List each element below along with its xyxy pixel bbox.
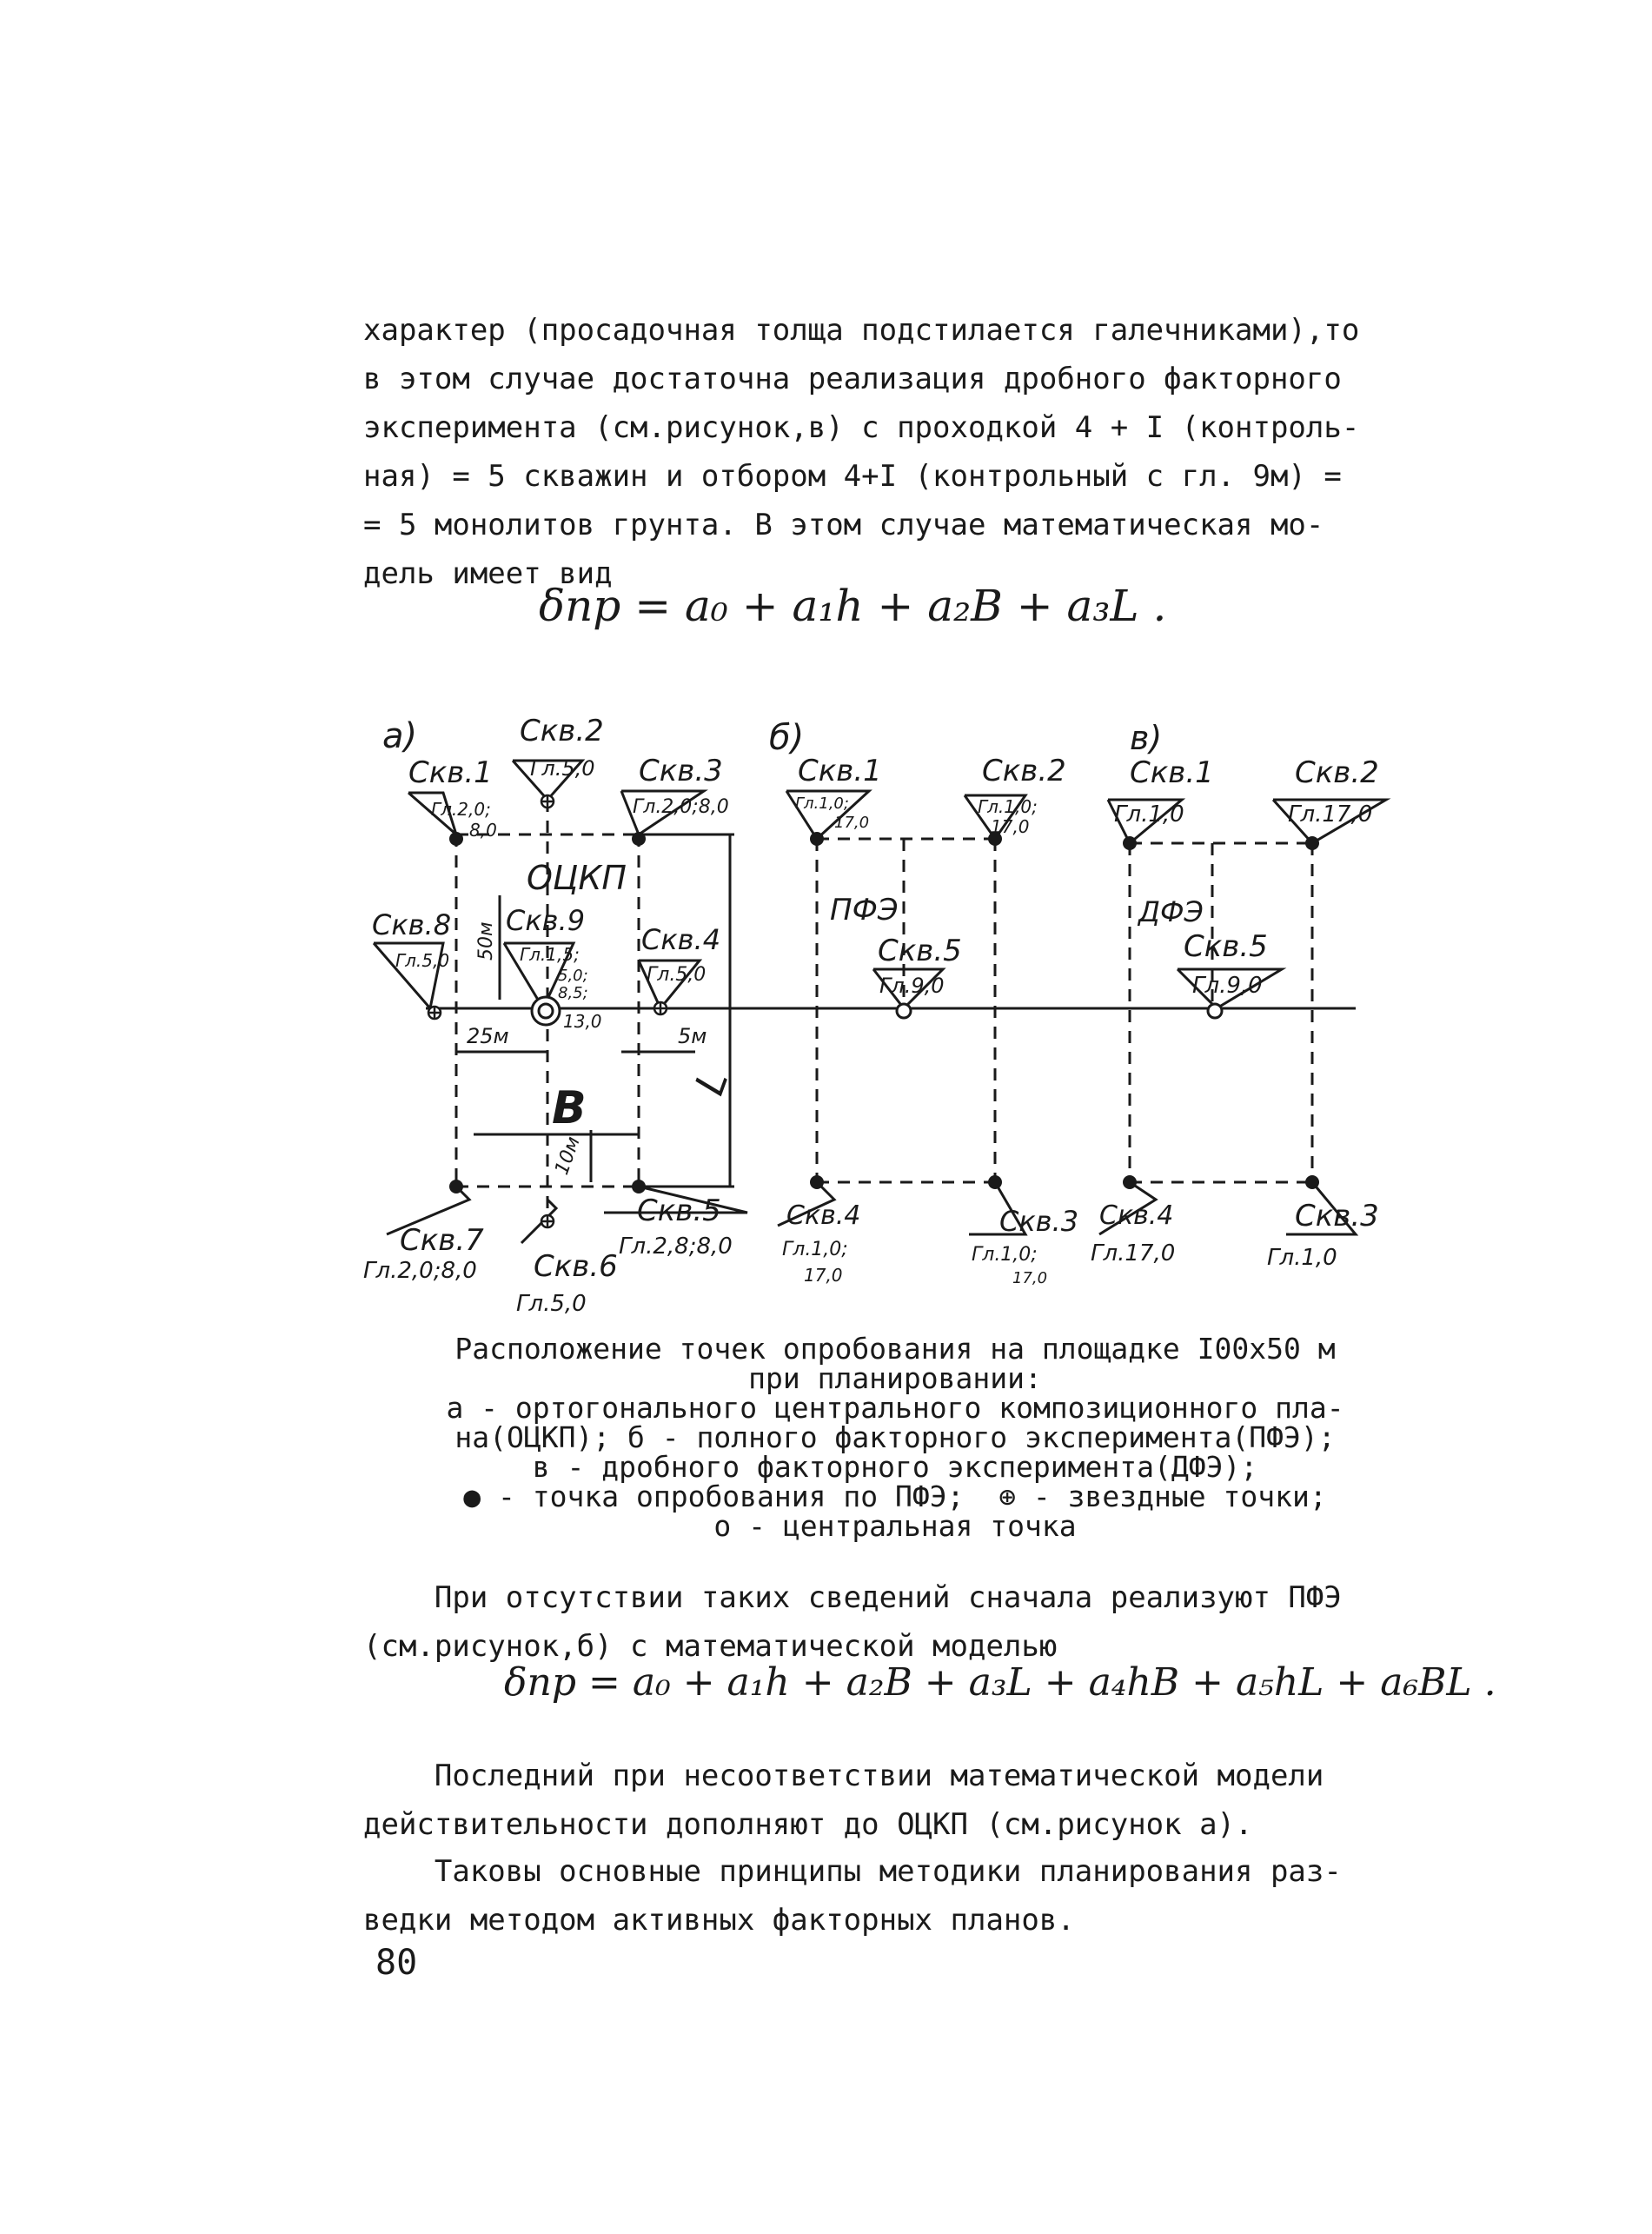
caption-line: а - ортогонального центрального композиционного пла- bbox=[446, 1391, 1344, 1425]
caption-line: Расположение точек опробования на площадке I00x50 м bbox=[454, 1332, 1336, 1366]
formula-interaction-model: δпр = a₀ + a₁h + a₂B + a₃L + a₄hB + a₅hL + a₆BL . bbox=[504, 1660, 1496, 1705]
well-label: Скв.4 bbox=[786, 1200, 861, 1231]
well-depth: Гл.1,0 bbox=[1267, 1245, 1337, 1271]
dim-25m: 25м bbox=[467, 1024, 509, 1048]
text-line: ведки методом активных факторных планов. bbox=[363, 1903, 1075, 1938]
well-label: Скв.2 bbox=[982, 754, 1066, 788]
paragraph-mid bbox=[363, 1573, 1432, 1671]
well-depth: Гл.5,0 bbox=[530, 756, 595, 781]
well-extra: 8,5; bbox=[558, 984, 588, 1002]
caption-line: ● - точка опробования по ПФЭ; ⊕ - звездные точки; bbox=[463, 1479, 1327, 1513]
well-extra: 5,0; bbox=[558, 967, 588, 985]
dim-5m: 5м bbox=[678, 1024, 707, 1048]
text-line: в этом случае достаточна реализация дробного факторного bbox=[363, 362, 1342, 396]
dim-10m: 10м bbox=[551, 1134, 585, 1178]
formula-linear-model: δпр = a₀ + a₁h + a₂B + a₃L . bbox=[539, 581, 1167, 631]
paragraph-bottom-1 bbox=[363, 1752, 1432, 1849]
caption-line: при планировании: bbox=[748, 1361, 1042, 1395]
plan-label-dfe: ДФЭ bbox=[1138, 895, 1204, 928]
well-label: Скв.2 bbox=[1295, 755, 1379, 790]
figure-caption bbox=[382, 1334, 1408, 1541]
well-depth: Гл.2,8;8,0 bbox=[619, 1233, 733, 1260]
well-label: Скв.3 bbox=[999, 1205, 1079, 1238]
text-line: эксперимента (см.рисунок,в) с проходкой 4 + I (контроль- bbox=[363, 410, 1360, 445]
center-points bbox=[532, 997, 1222, 1025]
well-depth: Гл.1,5; bbox=[520, 944, 580, 965]
well-depth: Гл.9,0 bbox=[879, 974, 945, 998]
panel-v-label: в) bbox=[1130, 719, 1163, 757]
well-label: Скв.4 bbox=[641, 923, 721, 956]
caption-line: о - центральная точка bbox=[713, 1509, 1077, 1543]
well-label: Скв.5 bbox=[637, 1193, 721, 1228]
panel-a-label: а) bbox=[382, 716, 418, 756]
well-depth: Гл.2,0;8,0 bbox=[363, 1258, 477, 1284]
text-line: (см.рисунок,б) с математической моделью bbox=[363, 1629, 1058, 1664]
dim-L: L bbox=[685, 1063, 738, 1101]
well-depth: Гл.9,0 bbox=[1192, 973, 1263, 999]
well-extra: 17,0 bbox=[991, 816, 1030, 837]
paragraph-bottom-2 bbox=[363, 1847, 1432, 1945]
well-label: Скв.3 bbox=[639, 754, 723, 788]
text-line: При отсутствии таких сведений сначала реализуют ПФЭ bbox=[363, 1580, 1342, 1615]
well-extra: 17,0 bbox=[1012, 1269, 1048, 1287]
well-depth: Гл.1,0; bbox=[978, 796, 1038, 817]
well-label: Скв.4 bbox=[1099, 1200, 1174, 1231]
plan-label-ockp: ОЦКП bbox=[527, 859, 627, 897]
well-depth: Гл.2,0;8,0 bbox=[633, 796, 729, 818]
dim-B: B bbox=[552, 1082, 587, 1134]
well-label: Скв.1 bbox=[798, 754, 882, 788]
well-extra: 13,0 bbox=[563, 1011, 602, 1032]
well-depth: Гл.5,0 bbox=[395, 950, 450, 971]
well-depth: Гл.1,0; bbox=[782, 1239, 848, 1260]
well-label: Скв.6 bbox=[534, 1249, 618, 1284]
text-line: Таковы основные принципы методики планирования раз- bbox=[363, 1854, 1342, 1889]
well-label: Скв.1 bbox=[408, 755, 493, 790]
caption-line: на(ОЦКП); б - полного факторного эксперимента(ПФЭ); bbox=[454, 1420, 1336, 1454]
well-label: Скв.7 bbox=[400, 1223, 484, 1258]
panel-b-label: б) bbox=[769, 718, 805, 758]
text-line: Последний при несоответствии математической модели bbox=[363, 1759, 1324, 1793]
well-depth: Гл.1,0; bbox=[972, 1244, 1038, 1266]
well-label: Скв.8 bbox=[372, 908, 452, 941]
well-label: Скв.9 bbox=[506, 904, 586, 937]
well-depth: Гл.17,0 bbox=[1288, 801, 1373, 828]
dim-50m: 50м bbox=[475, 921, 497, 961]
well-depth: Гл.1,0 bbox=[1114, 801, 1184, 828]
well-label: Скв.2 bbox=[520, 714, 604, 748]
text-line: характер (просадочная толща подстилается галечниками),то bbox=[363, 313, 1360, 348]
well-depth: Гл.5,0 bbox=[647, 964, 707, 986]
well-depth: Гл.1,0; bbox=[795, 795, 849, 813]
well-depth: Гл.17,0 bbox=[1091, 1240, 1176, 1267]
well-label: Скв.5 bbox=[1184, 929, 1268, 964]
well-depth: Гл.2,0; bbox=[431, 799, 491, 820]
plan-label-pfe: ПФЭ bbox=[830, 893, 899, 928]
text-line: действительности дополняют до ОЦКП (см.рисунок а). bbox=[363, 1807, 1253, 1842]
well-extra: 17,0 bbox=[834, 814, 870, 832]
text-line: дель имеет вид bbox=[363, 556, 613, 591]
well-extra: 17,0 bbox=[804, 1265, 843, 1286]
page-number: 80 bbox=[375, 1943, 418, 1983]
well-label: Скв.3 bbox=[1295, 1199, 1379, 1233]
caption-line: в - дробного факторного эксперимента(ДФЭ); bbox=[532, 1450, 1258, 1484]
well-label: Скв.1 bbox=[1130, 755, 1214, 790]
well-depth: Гл.5,0 bbox=[516, 1291, 587, 1317]
text-line: ная) = 5 скважин и отбором 4+I (контрольный с гл. 9м) = bbox=[363, 459, 1342, 494]
well-label: Скв.5 bbox=[878, 934, 962, 968]
text-line: = 5 монолитов грунта. В этом случае математическая мо- bbox=[363, 508, 1324, 542]
well-note: 8,0 bbox=[469, 820, 497, 841]
